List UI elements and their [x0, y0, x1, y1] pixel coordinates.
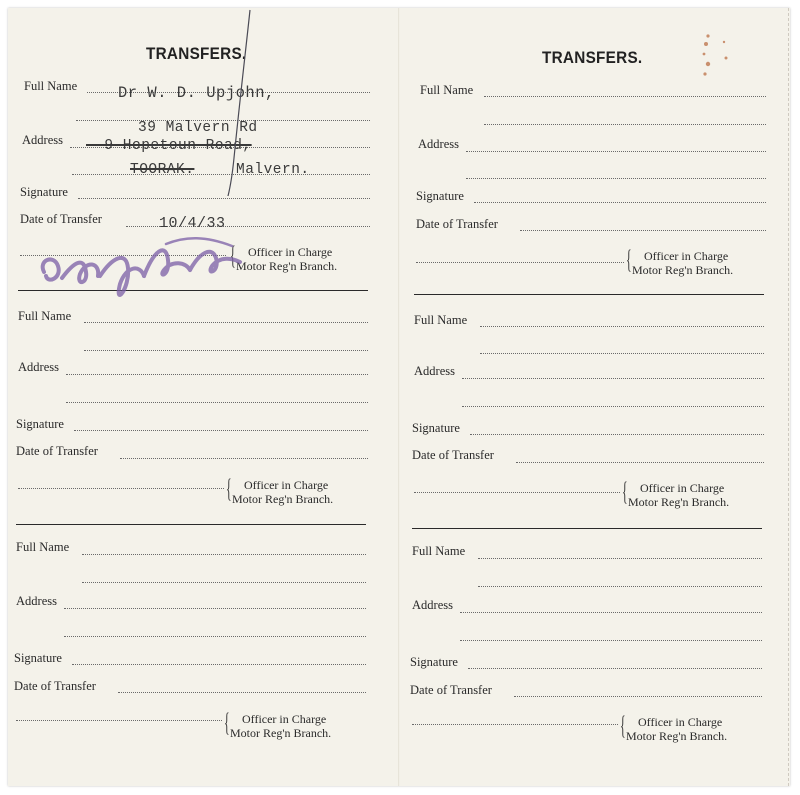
full-name-line [478, 558, 762, 559]
officer-signature-line [16, 720, 222, 721]
entry-address-3: Malvern. [236, 162, 310, 178]
left-page [14, 0, 374, 795]
date-line [120, 458, 368, 459]
rust-stain [694, 30, 734, 90]
entry-name: Dr W. D. Upjohn, [118, 84, 275, 102]
signature-label: Signature [412, 421, 460, 435]
full-name-label: Full Name [24, 79, 78, 93]
officer-line-1: Officer in Charge [242, 712, 327, 726]
page-fold [398, 8, 400, 786]
address-line-2 [460, 640, 762, 641]
officer-signature-line [414, 492, 620, 493]
signature-line [470, 434, 764, 435]
address-line [466, 151, 766, 152]
signature-line [72, 664, 366, 665]
full-name-line [82, 554, 366, 555]
entry-address-3-struck: TOORAK. [130, 162, 195, 178]
officer-line-1: Officer in Charge [244, 478, 329, 492]
entry-address-1: 39 Malvern Rd [138, 120, 258, 136]
signature-label: Signature [410, 655, 458, 669]
full-name-line-2 [82, 582, 366, 583]
address-label: Address [412, 598, 453, 612]
date-label: Date of Transfer [20, 212, 102, 226]
officer-line-2: Motor Reg'n Branch. [232, 492, 334, 506]
address-line [460, 612, 762, 613]
address-label: Address [414, 364, 455, 378]
brace-icon: { [226, 474, 232, 503]
full-name-line [480, 326, 764, 327]
full-name-label: Full Name [18, 309, 72, 323]
full-name-line-2 [484, 124, 766, 125]
signature-label: Signature [16, 417, 64, 431]
officer-line-2: Motor Reg'n Branch. [632, 263, 734, 277]
date-label: Date of Transfer [412, 448, 494, 462]
officer-signature-line [412, 724, 618, 725]
section-divider [414, 294, 764, 295]
signature-label: Signature [416, 189, 464, 203]
full-name-line-2 [478, 586, 762, 587]
right-page [408, 0, 768, 795]
date-label: Date of Transfer [14, 679, 96, 693]
entry-address-2: --9-Hopetoun-Road, [86, 138, 252, 154]
date-line [514, 696, 762, 697]
address-line-2 [64, 636, 366, 637]
signature-line [474, 202, 766, 203]
address-label: Address [418, 137, 459, 151]
date-label: Date of Transfer [16, 444, 98, 458]
signature-label: Signature [20, 185, 68, 199]
section-divider [412, 528, 762, 529]
stamp-stroke [190, 252, 240, 272]
officer-line-1: Officer in Charge [638, 715, 723, 729]
signature-label: Signature [14, 651, 62, 665]
pen-stroke [228, 10, 250, 196]
officer-signature-stamp [36, 232, 246, 322]
officer-line-1: Officer in Charge [248, 245, 333, 259]
officer-line-1: Officer in Charge [640, 481, 725, 495]
stamp-stroke [144, 250, 190, 276]
address-line-2 [466, 178, 766, 179]
date-line [118, 692, 366, 693]
officer-signature-line [416, 262, 624, 263]
officer-line-2: Motor Reg'n Branch. [230, 726, 332, 740]
address-line [66, 374, 368, 375]
brace-icon: { [620, 711, 626, 740]
address-line-2 [66, 402, 368, 403]
signature-line [78, 198, 370, 199]
perforated-edge [788, 8, 791, 786]
address-label: Address [18, 360, 59, 374]
date-label: Date of Transfer [410, 683, 492, 697]
address-label: Address [16, 594, 57, 608]
brace-icon: { [622, 477, 628, 506]
stamp-stroke [100, 258, 144, 295]
pen-mark [200, 8, 260, 198]
full-name-line-2 [84, 350, 368, 351]
full-name-label: Full Name [414, 313, 468, 327]
full-name-label: Full Name [412, 544, 466, 558]
officer-line-1: Officer in Charge [644, 249, 729, 263]
brace-icon: { [626, 245, 632, 274]
date-line [516, 462, 764, 463]
address-line [462, 378, 764, 379]
section-divider [16, 524, 366, 525]
full-name-line [84, 322, 368, 323]
address-line [64, 608, 366, 609]
date-label: Date of Transfer [416, 217, 498, 231]
brace-icon: { [224, 708, 230, 737]
stamp-stroke [166, 238, 232, 246]
signature-line [468, 668, 762, 669]
full-name-line-2 [480, 353, 764, 354]
stamp-stroke [43, 259, 59, 279]
entry-date: 10/4/33 [159, 215, 226, 232]
brace-icon: { [230, 241, 236, 270]
address-label: Address [22, 133, 63, 147]
officer-line-2: Motor Reg'n Branch. [236, 259, 338, 273]
officer-line-2: Motor Reg'n Branch. [628, 495, 730, 509]
officer-signature-line [18, 488, 224, 489]
date-line [520, 230, 766, 231]
page-title: TRANSFERS. [542, 48, 643, 67]
address-line-2 [462, 406, 764, 407]
signature-line [74, 430, 368, 431]
page-title: TRANSFERS. [146, 44, 247, 63]
stamp-stroke [62, 263, 98, 282]
full-name-label: Full Name [420, 83, 474, 97]
full-name-label: Full Name [16, 540, 70, 554]
officer-line-2: Motor Reg'n Branch. [626, 729, 728, 743]
full-name-line [484, 96, 766, 97]
